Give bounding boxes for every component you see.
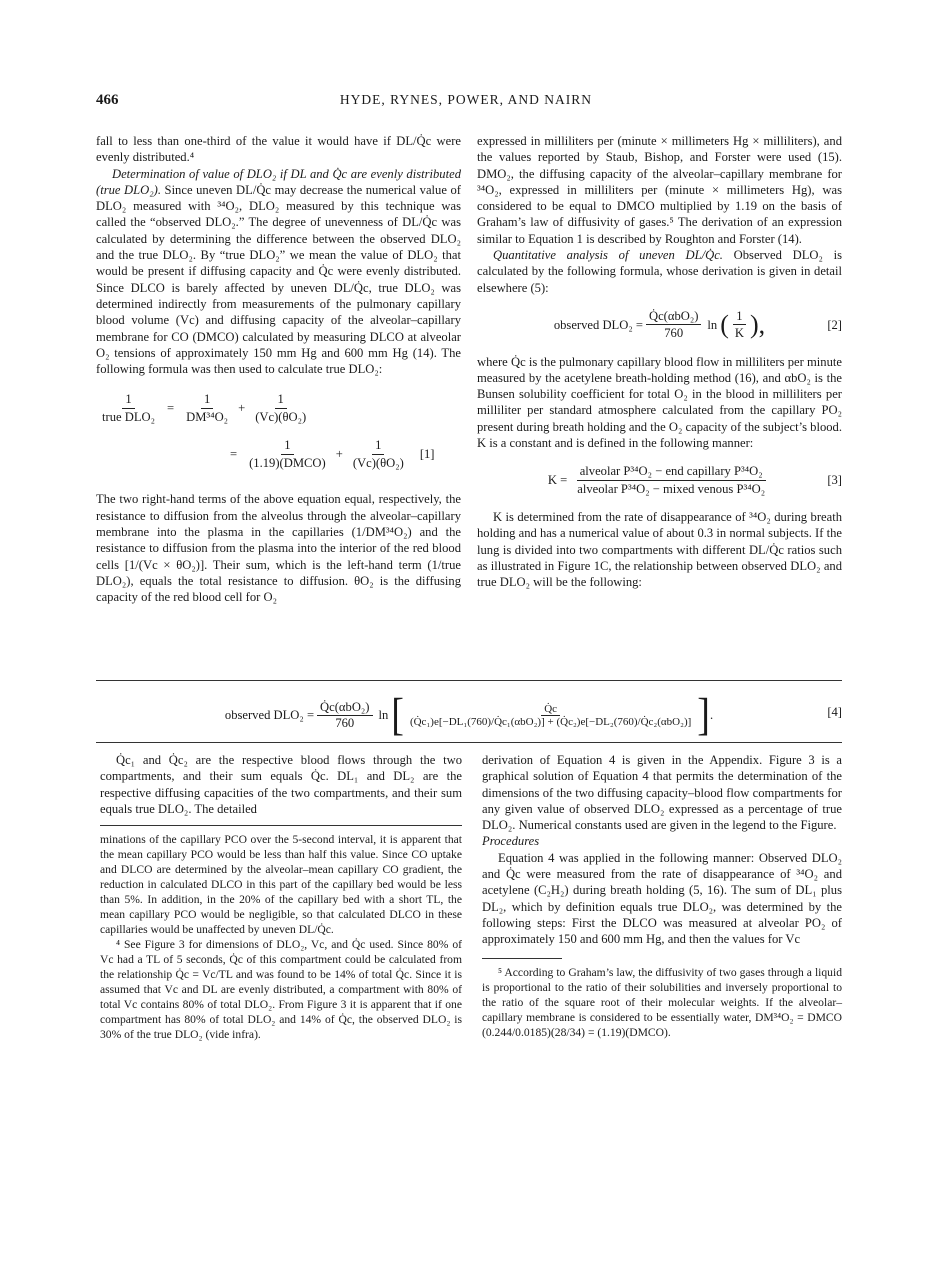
footnote-continued: minations of the capillary PCO over the 5-second interval, it is apparent that the mean capillary PCO would be less than half this value. Since CO uptake and DLCO are determined by the alveolar–mean capillary CO gradient, the reduction in calculated DLCO in this part of the capillary bed would be less than 5%. In addition, in the 20% of the capillary bed with a short TL, the mean capillary PCO would be negligible, so that calculated DLCO in these capillaries would be unaffected by uneven DL/Q̇c. <box>100 833 462 937</box>
footnote-4: ⁴ See Figure 3 for dimensions of DLO₂, Vc, and Q̇c used. Since 80% of Vc had a TL of 5 seconds, Q̇c of this compartment could be calculated from the relationship Q̇c = Vc/TL and was found to be 14% of total Q̇c. Since it is assumed that Vc and DL are evenly distributed, a compartment with 80% of total Vc contains 80% of total DLO₂. From Figure 3 it is apparent that if one compartment has 80% of total DLO₂ and 14% of Q̇c, the observed DLO₂ is 30% of the true DLO₂ (vide infra). <box>100 938 462 1042</box>
paragraph: Quantitative analysis of uneven DL/Q̇c. Observed DLO₂ is calculated by the following formula, whose derivation is given in detail elsewhere (5): <box>477 248 842 295</box>
divider <box>96 742 842 743</box>
divider <box>96 680 842 681</box>
column-left-top <box>96 133 461 606</box>
equation-4: observed DLO₂ = Q̇c(αbO₂) 760 ln [ Q̇c (Q̇c₁)e[−DL₁(760)/Q̇c₁(αbO₂)] + (Q̇c₂)e[−DL₂(760)/Q̇c₂(αbO₂)] ] . [4] <box>224 689 842 741</box>
column-left-bottom <box>100 752 462 1042</box>
equation-number: [2] <box>827 317 842 332</box>
paragraph: derivation of Equation 4 is given in the Appendix. Figure 3 is a graphical solution of Equation 4 that permits the determination of the dimensions of the two diffusing capacity–blood flow compartments for any given value of observed DLO₂ expressed as a percentage of true DLO₂. Numerical constants used are given in the legend to the Figure. <box>482 753 842 833</box>
equation-number: [3] <box>827 472 842 487</box>
equation-number: [4] <box>827 705 842 719</box>
section-heading: Procedures <box>482 834 540 849</box>
equation-number: [1] <box>419 447 435 462</box>
equation-1: 1 true DLO₂ = $\frac{1}{\text{DM³⁴O₂}}$ + $\frac{1}{\text{(Vc)(θO₂)}}$ = 1 (1.19)(DMCO) + $\frac{1}{\text{(Vc)(θO₂)}}$ [1] <box>102 392 435 470</box>
paragraph: Determination of value of DLO₂ if DL and Q̇c are evenly distributed (true DLO₂). Since uneven DL/Q̇c may decrease the numerical value of DLO₂ measured with ³⁴O₂, DLO₂ measured by this technique was called the “observed DLO₂.” The degree of unevenness of DL/Q̇c was calculated by determining the difference between the observed DLO₂ and the true DLO₂. By “true DLO₂” we mean the value of DLO₂ that would be present if diffusing capacity and Q̇c were evenly distributed. Since DLCO is barely affected by uneven DL/Q̇c, true DLO₂ was determined indirectly from measurements of the pulmonary capillary blood volume (Vc) and diffusing capacity of the alveolar–capillary membrane for CO (DMCO) calculated by measuring DLCO at alveolar O₂ tensions of approximately 150 mm Hg and 600 mm Hg (14). The following formula was then used to calculate true DLO₂: <box>96 166 461 377</box>
paragraph: expressed in milliliters per (minute × millimeters Hg × milliliters), and the values reported by Staub, Bishop, and Forster were used (15). DMO₂, the diffusing capacity of the alveolar–capillary membrane for ³⁴O₂, expressed in milliliters per (minute × millimeters Hg), was considered to be equal to DMCO multiplied by 1.19 on the basis of Graham’s law of diffusivity of gases.⁵ The derivation of an expression similar to Equation 1 is described by Roughton and Forster (14). <box>477 134 842 246</box>
page-number: 466 <box>96 92 119 108</box>
paragraph: K is determined from the rate of disappearance of ³⁴O₂ during breath holding and has a numerical value of about 0.3 in normal subjects. If the lung is divided into two compartments with different DL/Q̇c ratios such as illustrated in Figure 1C, the relationship between observed DLO₂ and true DLO₂ will be the following: <box>477 509 842 590</box>
footnote-rule <box>100 825 462 826</box>
paragraph: Equation 4 was applied in the following manner: Observed DLO₂ and Q̇c were measured from the rate of disappearance of ³⁴O₂ and acetylene (C₂H₂) during breath holding (5, 16). The sum of DL₁ plus DL₂, which by definition equals true DLO₂, was determined by the following steps: First the DLCO was measured at alveolar PO₂ of approximately 150 and 600 mm Hg, and then the values for Vc <box>482 850 842 947</box>
run-in-heading: Determination of value of DLO₂ if DL and Q̇c are evenly distributed (true DLO₂). <box>96 166 461 197</box>
paragraph: Q̇c₁ and Q̇c₂ are the respective blood flows through the two compartments, and their sum equals Q̇c. DL₁ and DL₂ are the respective diffusing capacities of the two compartments, and their sum equals true DLO₂. The detailed <box>100 753 462 816</box>
run-in-heading: Quantitative analysis of uneven DL/Q̇c. <box>493 248 723 263</box>
column-right-top <box>477 133 842 590</box>
running-head: HYDE, RYNES, POWER, AND NAIRN <box>339 92 593 107</box>
footnote-5: ⁵ According to Graham’s law, the diffusivity of two gases through a liquid is proportional to the ratio of their solubilities and inversely proportional to the ratio of the square root of their molecular weights. If the alveolar–capillary membrane is considered to be essentially water, DM³⁴O₂ = DMCO (0.244/0.0185)(28/34) = (1.19)(DMCO). <box>482 965 842 1039</box>
footnote-rule <box>482 958 562 959</box>
equation-3: K = alveolar P³⁴O₂ − end capillary P³⁴O₂ alveolar P³⁴O₂ − mixed venous P³⁴O₂ [3] <box>547 464 842 496</box>
paragraph: fall to less than one-third of the value it would have if DL/Q̇c were evenly distributed.⁴ <box>96 134 461 165</box>
equation-2: observed DLO₂ = Q̇c(αbO₂) 760 ln ( 1 K ), [2] <box>553 308 842 341</box>
column-right-bottom <box>482 752 842 1040</box>
paragraph: where Q̇c is the pulmonary capillary blood flow in milliliters per minute measured by the acetylene breath-holding method (16), and αbO₂ is the Bunsen solubility coefficient for total O₂ in the blood in milliliters per milliliter per standard atmosphere calculated from the capillary PO₂ present during breath holding and the O₂ capacity of the subject’s blood. K is a constant and is defined in the following manner: <box>477 354 842 451</box>
paragraph: The two right-hand terms of the above equation equal, respectively, the resistance to diffusion from the alveolus through the alveolar–capillary membrane into the plasma in the capillaries (1/DM³⁴O₂) and the resistance to diffusion from the plasma into the interior of the red blood cells [1/(Vc × θO₂)]. Their sum, which is the left-hand term (1/true DLO₂), equals the total resistance to diffusion. θO₂ is the diffusing capacity of the red blood cell for O₂ <box>96 492 461 605</box>
